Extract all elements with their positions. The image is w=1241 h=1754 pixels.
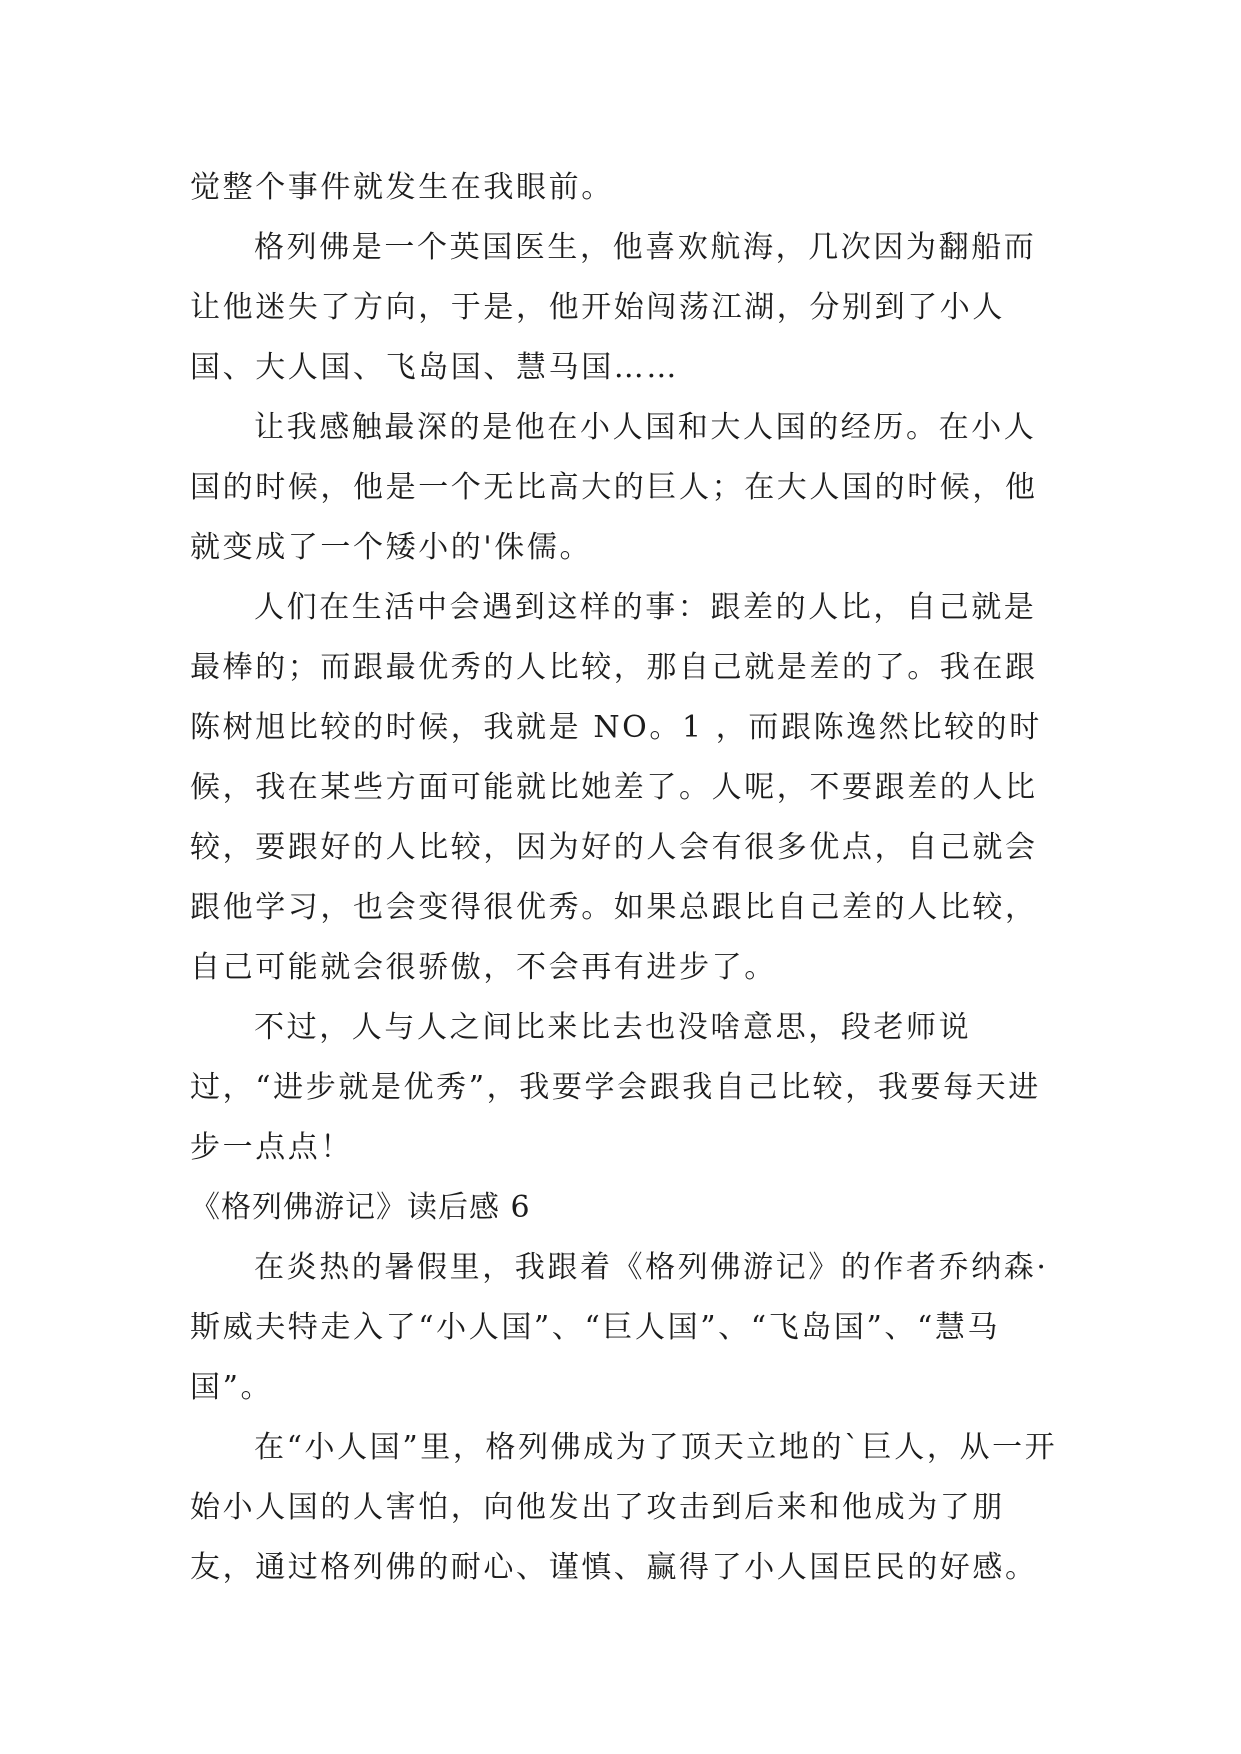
document-page xyxy=(190,158,1060,1598)
paragraph-5: 不过，人与人之间比来比去也没啥意思，段老师说过，“进步就是优秀”，我要学会跟我自己比较，我要每天进步一点点！ xyxy=(190,1010,1041,1165)
section-heading: 《格列佛游记》读后感 6 xyxy=(190,1190,531,1225)
paragraph-1: 觉整个事件就发生在我眼前。 xyxy=(190,170,614,205)
paragraph-4: 人们在生活中会遇到这样的事：跟差的人比，自己就是最棒的；而跟最优秀的人比较，那自己就是差的了。我在跟陈树旭比较的时候，我就是 NO。1 ，而跟陈逸然比较的时候，我在某些方面可能就比她差了。人呢，不要跟差的人比较，要跟好的人比较，因为好的人会有很多优点，自己就会跟他学习，也会变得很优秀。如果总跟比自己差的人比较，自己可能就会很骄傲，不会再有进步了。 xyxy=(190,590,1042,985)
paragraph-3: 让我感触最深的是他在小人国和大人国的经历。在小人国的时候，他是一个无比高大的巨人；在大人国的时候，他就变成了一个矮小的'侏儒。 xyxy=(190,410,1038,565)
paragraph-2: 格列佛是一个英国医生，他喜欢航海，几次因为翻船而让他迷失了方向，于是，他开始闯荡江湖，分别到了小人国、大人国、飞岛国、慧马国…… xyxy=(190,230,1037,385)
paragraph-6: 在炎热的暑假里，我跟着《格列佛游记》的作者乔纳森·斯威夫特走入了“小人国”、“巨人国”、“飞岛国”、“慧马国”。 xyxy=(190,1250,1049,1405)
paragraph-7: 在“小人国”里，格列佛成为了顶天立地的`巨人，从一开始小人国的人害怕，向他发出了攻击到后来和他成为了朋友，通过格列佛的耐心、谨慎、赢得了小人国臣民的好感。 xyxy=(190,1430,1058,1585)
